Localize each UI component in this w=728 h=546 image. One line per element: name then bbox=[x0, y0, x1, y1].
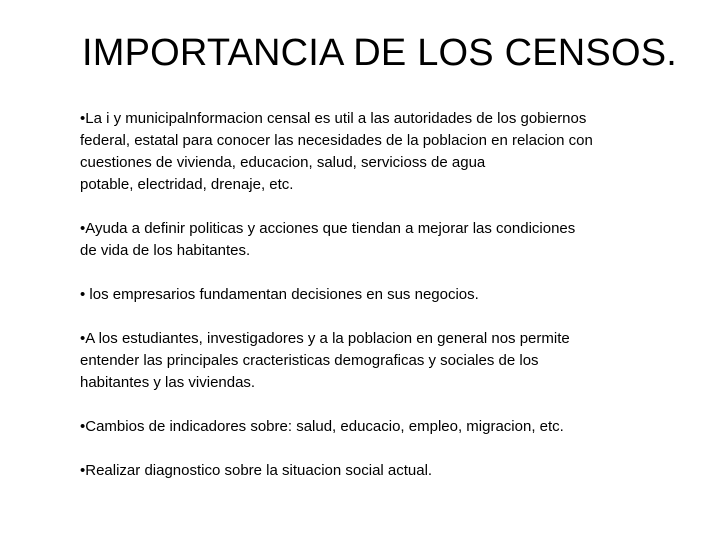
text-line: •Ayuda a definir politicas y acciones que tiendan a mejorar las condiciones bbox=[80, 220, 576, 237]
paragraph-business bbox=[80, 284, 666, 306]
text-line: habitantes y las viviendas. bbox=[80, 374, 256, 391]
paragraph-students-researchers bbox=[80, 328, 666, 394]
text-line: •Cambios de indicadores sobre: salud, educacio, empleo, migracion, etc. bbox=[80, 418, 564, 435]
text-line: • los empresarios fundamentan decisiones en sus negocios. bbox=[80, 286, 479, 303]
text-line: potable, electridad, drenaje, etc. bbox=[80, 176, 294, 193]
text-line: entender las principales cracteristicas demograficas y sociales de los bbox=[80, 352, 539, 369]
text-line: federal, estatal para conocer las necesidades de la poblacion en relacion con bbox=[80, 132, 593, 149]
text-line: •Realizar diagnostico sobre la situacion social actual. bbox=[80, 462, 433, 479]
paragraph-policies bbox=[80, 218, 666, 262]
slide-title: IMPORTANCIA DE LOS CENSOS. bbox=[82, 32, 678, 74]
text-line: •A los estudiantes, investigadores y a la poblacion en general nos permite bbox=[80, 330, 570, 347]
paragraph-diagnosis bbox=[80, 460, 666, 482]
slide-body bbox=[80, 108, 666, 504]
paragraph-census-info-authorities bbox=[80, 108, 666, 196]
text-line: •La i y municipalnformacion censal es util a las autoridades de los gobiernos bbox=[80, 110, 587, 127]
text-line: cuestiones de vivienda, educacion, salud, servicioss de agua bbox=[80, 154, 486, 171]
paragraph-indicators bbox=[80, 416, 666, 438]
text-line: de vida de los habitantes. bbox=[80, 242, 251, 259]
